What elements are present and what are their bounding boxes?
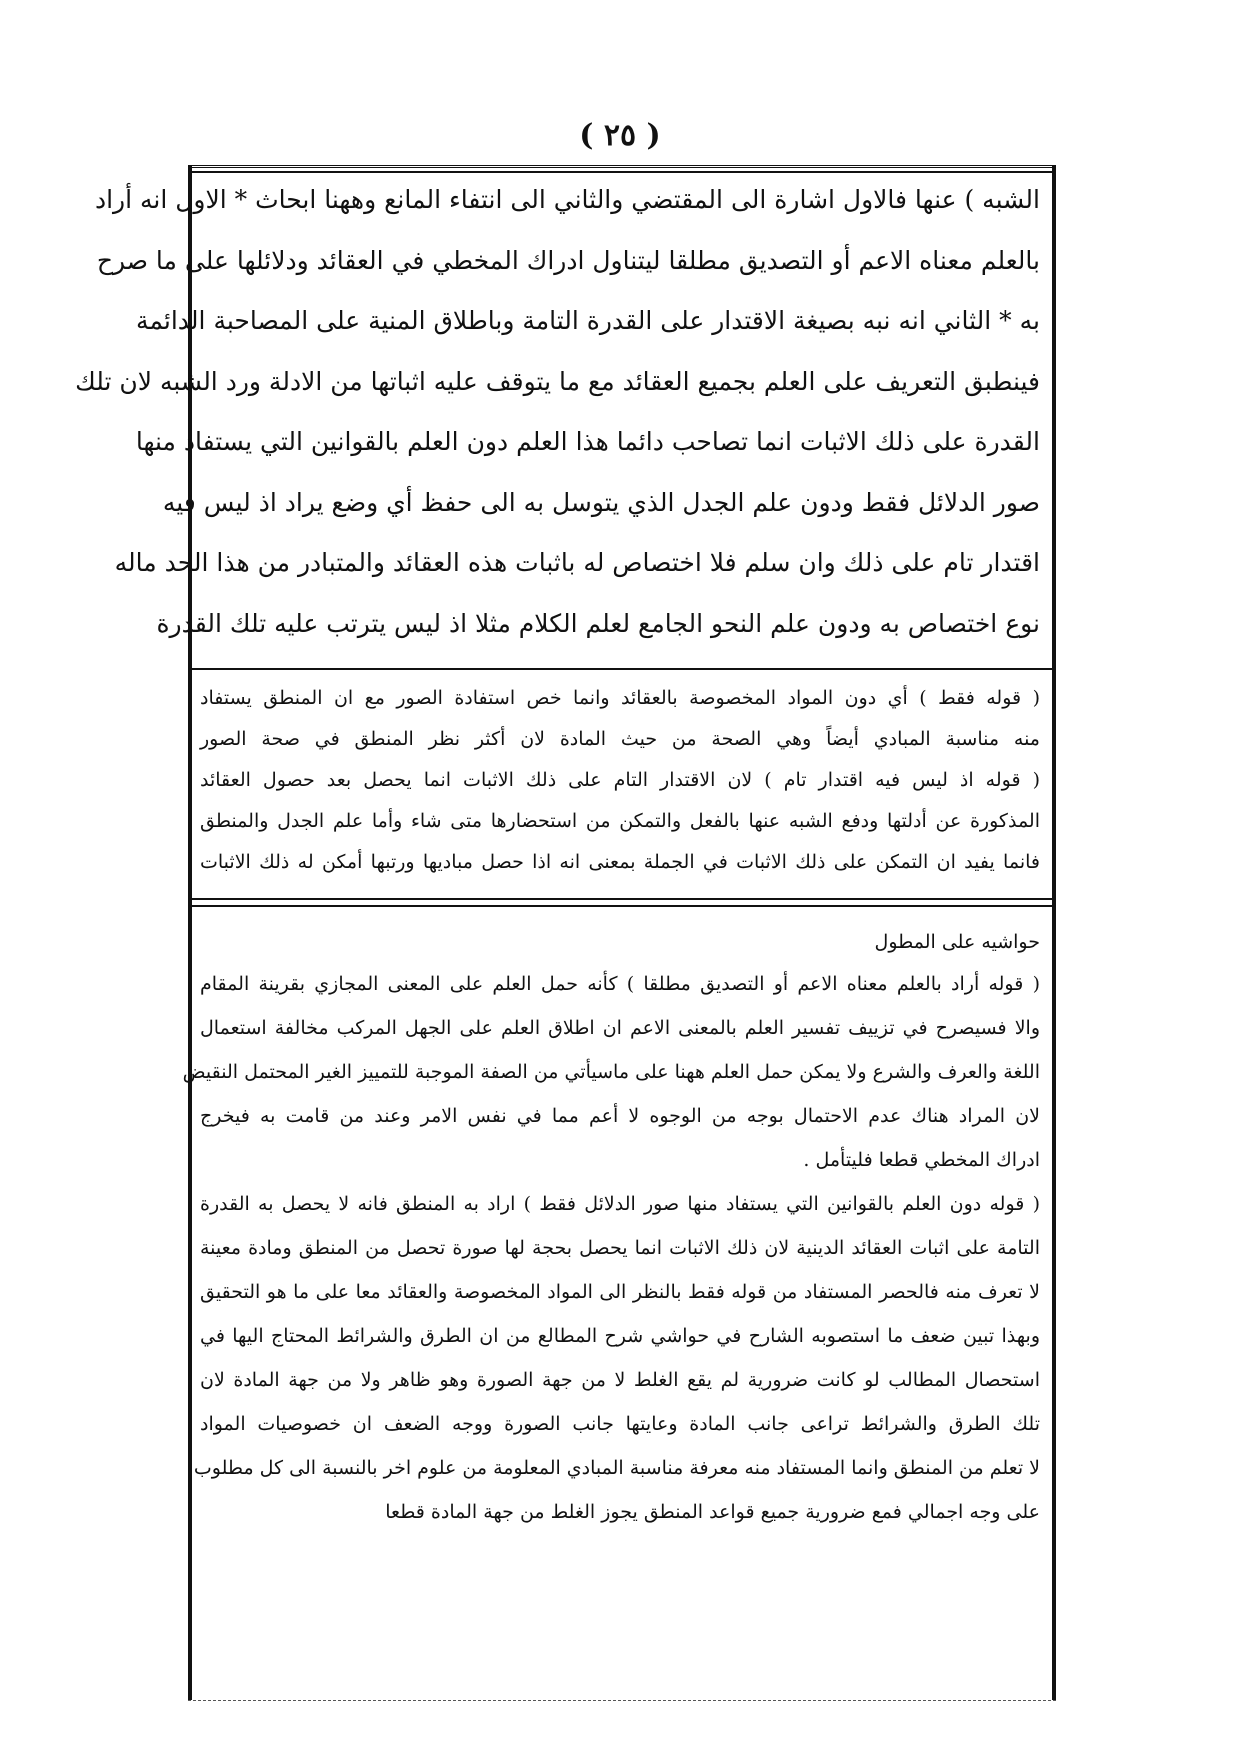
margin-note-line: لا تعرف منه فالحصر المستفاد من قوله فقط بالنظر الى المواد المخصوصة والعقائد معا على ما هو التحقيق [200,1281,1040,1303]
margin-note-line: استحصال المطالب لو كانت ضرورية لم يقع الغلط لا من جهة الصورة وهو ظاهر ولا من جهة المادة لان [200,1369,1040,1391]
main-text-line: نوع اختصاص به ودون علم النحو الجامع لعلم الكلام مثلا اذ ليس يترتب عليه تلك القدرة [156,608,1040,638]
main-text-line: القدرة على ذلك الاثبات انما تصاحب دائما هذا العلم دون العلم بالقوانين التي يستفاد منها [135,427,1040,456]
main-text-line: صور الدلائل فقط ودون علم الجدل الذي يتوسل به الى حفظ أي وضع يراد اذ ليس فيه [162,487,1040,517]
margin-note-line: لان المراد هناك عدم الاحتمال بوجه من الوجوه لا أعم مما في نفس الامر وعند من قامت به فيخرج [200,1105,1040,1127]
margin-note-line: لا تعلم من المنطق وانما المستفاد منه معرفة مناسبة المبادي المعلومة من علوم اخر بالنسبة الى كل مطلوب [193,1457,1040,1479]
margin-notes [182,922,1040,1534]
margin-note-line: التامة على اثبات العقائد الدينية لان ذلك الاثبات انما يحصل بحجة لها صورة تحصل من المنطق ومادة معينة [200,1237,1040,1259]
hashiya-line: ( قوله فقط ) أي دون المواد المخصوصة بالعقائد وانما خص استفادة الصور مع ان المنطق يستفاد [200,687,1040,709]
divider-hashiya-margin [192,898,1052,907]
margin-note-line: ( قوله دون العلم بالقوانين التي يستفاد منها صور الدلائل فقط ) اراد به المنطق فانه لا يحصل به القدرة [200,1193,1040,1215]
margin-note-line: ادراك المخطي قطعا فليتأمل . [803,1149,1040,1171]
hashiya-line: المذكورة عن أدلتها ودفع الشبه عنها بالفعل والتمكن من استحضارها متى شاء وأما علم الجدل والمنطق [200,810,1040,832]
hashiya-line: فانما يفيد ان التمكن على ذلك الاثبات في الجملة بمعنى انه اذا حصل مباديها ورتبها أمكن له ذلك الاثبات [200,851,1040,873]
main-text-line: الشبه ) عنها فالاول اشارة الى المقتضي والثاني الى انتفاء المانع وههنا ابحاث * الاول انه أراد [94,185,1040,214]
margin-note-line: على وجه اجمالي فمع ضرورية جميع قواعد المنطق يجوز الغلط من جهة المادة قطعا [385,1501,1040,1523]
margin-note-line: والا فسيصرح في تزييف تفسير العلم بالمعنى الاعم ان اطلاق العلم على الجهل المركب مخالفة استعمال [200,1017,1040,1039]
main-text-line: فينطبق التعريف على العلم بجميع العقائد مع ما يتوقف عليه اثباتها من الادلة ورد الشبه لان تلك [75,366,1040,396]
divider-main-hashiya [192,668,1052,670]
margin-note-line: وبهذا تبين ضعف ما استصوبه الشارح في حواشي شرح المطالع من ان الطرق والشرائط المحتاج اليها في [200,1325,1040,1347]
hashiya-line: منه مناسبة المبادي أيضاً وهي الصحة من حيث المادة لان أكثر نظر المنطق في صحة الصور [200,728,1040,750]
margin-note-line: تلك الطرق والشرائط تراعى جانب المادة وعايتها جانب الصورة ووجه الضعف ان خصوصيات المواد [200,1413,1040,1435]
main-text [75,170,1040,654]
main-text-line: اقتدار تام على ذلك وان سلم فلا اختصاص له باثبات هذه العقائد والمتبادر من هذا الحد ماله [114,548,1040,577]
margin-note-line: اللغة والعرف والشرع ولا يمكن حمل العلم ههنا على ماسيأتي من الصفة الموجبة للتمييز الغير المحتمل النقيض [182,1061,1040,1083]
main-text-line: بالعلم معناه الاعم أو التصديق مطلقا ليتناول ادراك المخطي في العقائد ودلائلها على ما صرح [96,245,1040,275]
margin-notes-heading: حواشيه على المطول [874,931,1040,953]
hashiya-line: ( قوله اذ ليس فيه اقتدار تام ) لان الاقتدار التام على ذلك الاثبات انما يحصل بعد حصول العقائد [200,769,1040,791]
frame-bottom-edge [188,1700,1056,1701]
margin-note-line: ( قوله أراد بالعلم معناه الاعم أو التصديق مطلقا ) كأنه حمل العلم على المعنى المجازي بقرينة المقام [200,973,1040,995]
main-text-line: به * الثاني انه نبه بصيغة الاقتدار على القدرة التامة وباطلاق المنية على المصاحبة الدائمة [136,306,1040,335]
page-number: ( ٢٥ ) [579,118,661,153]
hashiya-commentary [200,678,1040,883]
